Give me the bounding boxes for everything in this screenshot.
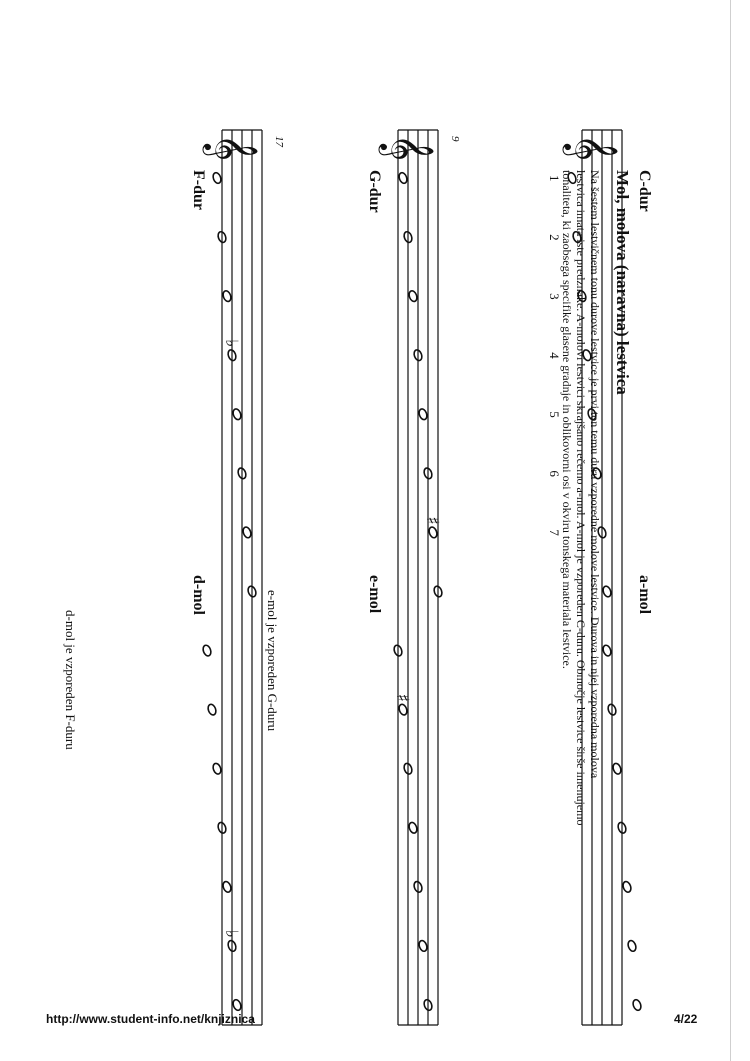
- sharp-icon: ♯: [392, 693, 412, 702]
- scale-degree-number: 6: [547, 470, 562, 477]
- note-head: [418, 408, 429, 421]
- note-head: [398, 172, 409, 185]
- sharp-icon: ♯: [422, 516, 442, 525]
- scale-degree-number: 2: [547, 234, 562, 241]
- note-head: [408, 290, 419, 303]
- footer-url: http://www.student-info.net/knjiznica: [46, 1012, 255, 1026]
- note-head: [632, 999, 643, 1012]
- note-head: [627, 940, 638, 953]
- minor-scale-label: a-mol: [636, 575, 653, 615]
- treble-clef-icon: 𝄞: [565, 134, 619, 162]
- note-head: [602, 644, 613, 657]
- note-head: [428, 526, 439, 539]
- intro-line: Na šestem lestvičnem tonu durove lestvice je prvi ton temu duru vzporedne molove lestvice. Durova in njej vzporedna molova: [588, 170, 602, 779]
- treble-clef-icon: 𝄞: [205, 134, 259, 162]
- note-head: [242, 526, 253, 539]
- note-head: [232, 408, 243, 421]
- scale-degree-number: 1: [547, 175, 562, 182]
- minor-scale-label: d-mol: [190, 575, 207, 615]
- note-head: [212, 172, 223, 185]
- page-number: 4/22: [674, 1012, 698, 1026]
- note-head: [202, 644, 213, 657]
- measure-number: 9: [449, 136, 461, 142]
- scale-degree-number: 4: [547, 352, 562, 359]
- intro-line: tonaliteta, ki zaobsega specifike glasene gradnje in oblikovorni osi v okviru tonskega materiala lestvice.: [560, 170, 574, 669]
- note-head: [207, 703, 218, 716]
- note-head: [408, 821, 419, 834]
- flat-icon: ♭: [221, 339, 241, 348]
- scale-degree-number: 5: [547, 411, 562, 418]
- scale-degree-number: 3: [547, 293, 562, 300]
- measure-number: 17: [273, 136, 285, 147]
- note-head: [398, 703, 409, 716]
- note-head: [418, 940, 429, 953]
- note-head: [212, 762, 223, 775]
- note-head: [567, 172, 578, 185]
- scale-degree-number: 7: [547, 529, 562, 536]
- note-head: [222, 290, 233, 303]
- page-title: Mol, molova (naravna) lestvica: [613, 170, 632, 395]
- staff-system: [366, 130, 461, 1025]
- major-scale-label: G-dur: [366, 170, 383, 213]
- note-head: [572, 231, 583, 244]
- staff-system: [547, 130, 653, 1025]
- note-head: [582, 349, 593, 362]
- note-head: [592, 467, 603, 480]
- note-head: [622, 880, 633, 893]
- major-scale-label: C-dur: [636, 170, 653, 212]
- intro-line: lestvica imata iste predznake. A-molovi lestvici skrajšano rečemo a-mol. A-mol je vzporeden C-duru. Območje lestvice širše imenujemo: [574, 170, 588, 826]
- note-head: [612, 762, 623, 775]
- note-head: [602, 585, 613, 598]
- major-scale-label: F-dur: [190, 170, 207, 210]
- system-caption: d-mol je vzporeden F-duru: [63, 610, 78, 750]
- note-head: [232, 999, 243, 1012]
- flat-icon: ♭: [221, 929, 241, 938]
- system-caption: e-mol je vzporeden G-duru: [265, 590, 280, 732]
- staff-system: [190, 130, 285, 1025]
- minor-scale-label: e-mol: [366, 575, 383, 614]
- note-head: [222, 880, 233, 893]
- treble-clef-icon: 𝄞: [381, 134, 435, 162]
